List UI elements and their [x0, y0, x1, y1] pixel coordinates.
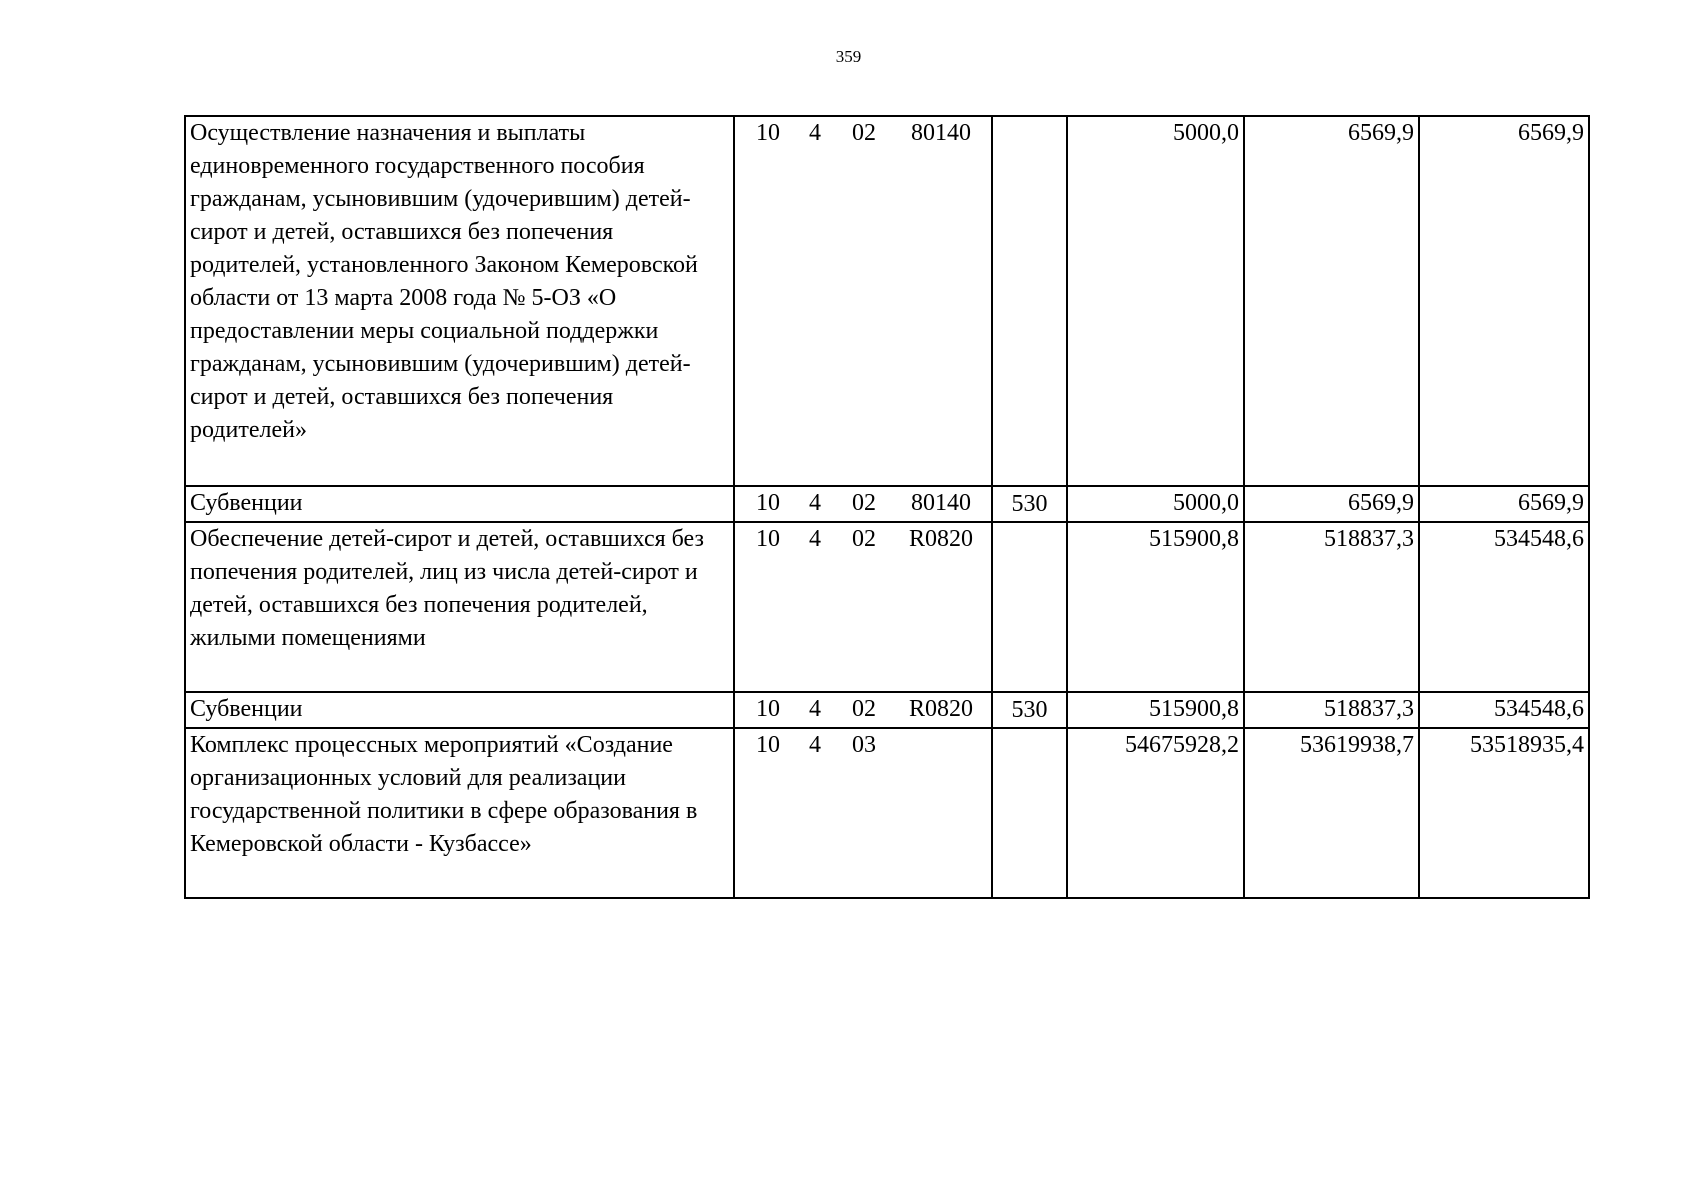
row-name-cell	[185, 692, 734, 728]
row-name: Субвенции	[190, 490, 303, 516]
page-number: 359	[835, 47, 862, 66]
row-name: Комплекс процессных мероприятий «Создание организационных условий для реализации государственной политики в сфере образования в Кемеровской области - Кузбассе»	[190, 732, 698, 857]
row-name-cell	[185, 486, 734, 522]
code-program: 03	[852, 732, 876, 758]
code-subsection: 4	[809, 120, 821, 146]
value-cell-1: 54675928,2	[1067, 728, 1244, 898]
row-name-cell	[185, 116, 734, 486]
budget-table	[184, 115, 1590, 899]
code-subsection: 4	[809, 490, 821, 516]
value-cell-2: 6569,9	[1244, 486, 1419, 522]
table-row	[185, 692, 1589, 728]
value-cell-3: 6569,9	[1419, 116, 1589, 486]
row-name: Осуществление назначения и выплаты единовременного государственного пособия гражданам, усыновившим (удочерившим) детей-сирот и детей, оставшихся без попечения родителей, установленного Законом Кемеровской области от 13 марта 2008 года № 5-ОЗ «О предоставлении меры социальной поддержки гражданам, усыновившим (удочерившим) детей-сирот и детей, оставшихся без попечения родителей»	[190, 120, 698, 443]
value-cell-2: 6569,9	[1244, 116, 1419, 486]
value-cell-1: 515900,8	[1067, 522, 1244, 692]
expense-type-cell	[992, 116, 1067, 486]
code-program: 02	[852, 526, 876, 552]
code-section: 10	[756, 732, 780, 758]
value-cell-1: 515900,8	[1067, 692, 1244, 728]
code-subsection: 4	[809, 696, 821, 722]
value-cell-3: 6569,9	[1419, 486, 1589, 522]
expense-type-cell	[992, 522, 1067, 692]
code-program: 02	[852, 490, 876, 516]
value-cell-3: 534548,6	[1419, 522, 1589, 692]
row-name: Обеспечение детей-сирот и детей, оставшихся без попечения родителей, лиц из числа детей-сирот и детей, оставшихся без попечения родителей, жилыми помещениями	[190, 526, 704, 651]
code-section: 10	[756, 490, 780, 516]
table-row	[185, 486, 1589, 522]
code-article: R0820	[908, 526, 973, 552]
value-cell-1: 5000,0	[1067, 116, 1244, 486]
code-article: R0820	[908, 696, 973, 722]
codes-cell	[734, 116, 992, 486]
expense-type-cell: 530	[992, 486, 1067, 522]
row-name: Субвенции	[190, 696, 303, 722]
expense-type-cell	[992, 728, 1067, 898]
codes-cell	[734, 522, 992, 692]
code-article: 80140	[911, 490, 971, 516]
table-row	[185, 522, 1589, 692]
code-program: 02	[852, 120, 876, 146]
code-section: 10	[756, 526, 780, 552]
code-section: 10	[756, 120, 780, 146]
code-subsection: 4	[809, 732, 821, 758]
table-row	[185, 728, 1589, 898]
code-section: 10	[756, 696, 780, 722]
codes-cell	[734, 486, 992, 522]
table-row	[185, 116, 1589, 486]
codes-cell	[734, 728, 992, 898]
value-cell-2: 518837,3	[1244, 522, 1419, 692]
value-cell-1: 5000,0	[1067, 486, 1244, 522]
code-program: 02	[852, 696, 876, 722]
value-cell-2: 518837,3	[1244, 692, 1419, 728]
row-name-cell	[185, 522, 734, 692]
value-cell-3: 53518935,4	[1419, 728, 1589, 898]
codes-cell	[734, 692, 992, 728]
row-name-cell	[185, 728, 734, 898]
code-article: 80140	[911, 120, 971, 146]
expense-type-cell: 530	[992, 692, 1067, 728]
value-cell-2: 53619938,7	[1244, 728, 1419, 898]
value-cell-3: 534548,6	[1419, 692, 1589, 728]
code-subsection: 4	[809, 526, 821, 552]
